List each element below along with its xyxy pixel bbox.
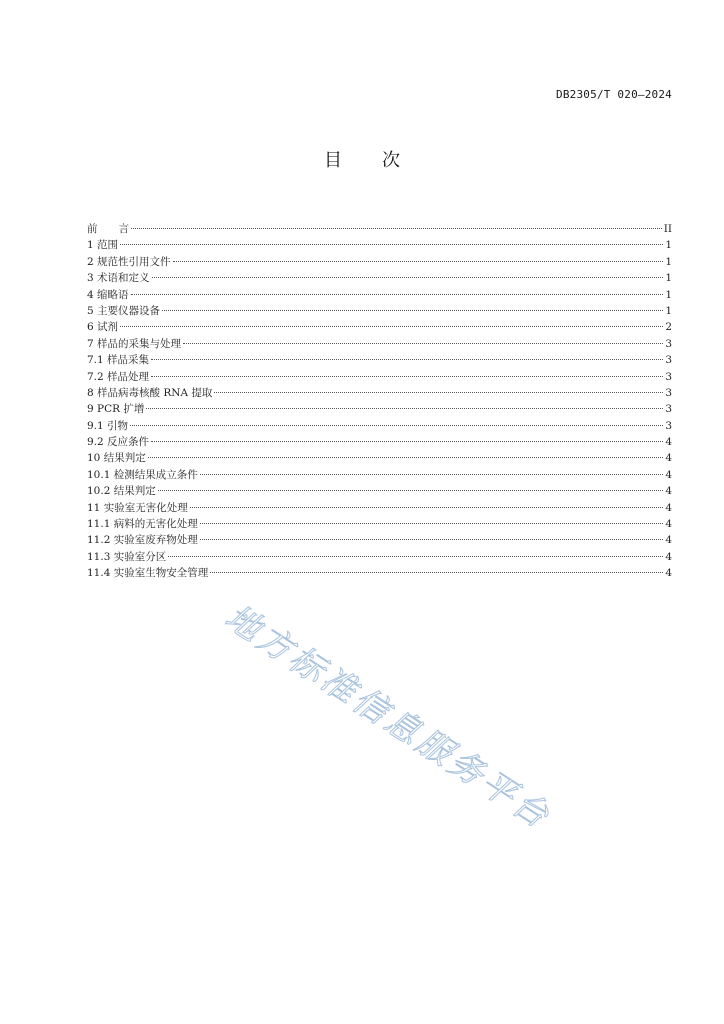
toc-entry-2[interactable] (87, 254, 672, 270)
toc-dot-leader (173, 260, 664, 262)
toc-dot-leader (146, 407, 663, 409)
toc-entry-label: 7.2 样品处理 (87, 370, 150, 383)
toc-entry-label: 4 缩略语 (87, 288, 129, 301)
toc-dot-leader (183, 342, 663, 344)
toc-entry-page: 4 (665, 501, 672, 514)
toc-dot-leader (168, 555, 663, 557)
toc-dot-leader (151, 440, 663, 442)
toc-dot-leader (151, 375, 663, 377)
toc-entry-11-4[interactable] (87, 565, 672, 581)
toc-entry-page: 3 (665, 419, 672, 432)
toc-dot-leader (131, 293, 664, 295)
toc-entry-label: 11 实验室无害化处理 (87, 501, 188, 514)
toc-entry-page: II (663, 223, 672, 235)
toc-entry-label: 7.1 样品采集 (87, 354, 150, 367)
toc-entry-label: 11.1 病料的无害化处理 (87, 518, 198, 531)
toc-dot-leader (158, 489, 664, 491)
toc-entry-page: 4 (665, 485, 672, 498)
toc-entry-page: 4 (665, 468, 672, 481)
page-title-char-2: 次 (382, 150, 400, 171)
toc-entry-8[interactable] (87, 385, 672, 401)
toc-entry-label: 9 PCR 扩增 (87, 403, 145, 416)
toc-entry-11[interactable] (87, 500, 672, 516)
toc-entry-7-1[interactable] (87, 352, 672, 368)
standard-number: DB2305/T 020—2024 (556, 88, 672, 101)
toc-dot-leader (152, 276, 664, 278)
toc-entry-label: 10 结果判定 (87, 452, 146, 465)
toc-entry-4[interactable] (87, 287, 672, 303)
toc-entry-preface[interactable] (87, 221, 672, 237)
toc-dot-leader (148, 456, 664, 458)
toc-dot-leader (162, 309, 663, 311)
toc-entry-page: 3 (665, 403, 672, 416)
page-title (0, 146, 724, 172)
toc-dot-leader (200, 473, 664, 475)
toc-entry-page: 3 (665, 354, 672, 367)
toc-entry-label: 3 术语和定义 (87, 272, 150, 285)
toc-entry-page: 1 (665, 288, 672, 301)
toc-entry-7-2[interactable] (87, 369, 672, 385)
toc-entry-page: 2 (665, 321, 672, 334)
toc-entry-page: 4 (665, 567, 672, 580)
watermark: 地方标准信息服务平台 (217, 597, 559, 838)
toc-dot-leader (214, 391, 663, 393)
toc-entry-page: 3 (665, 386, 672, 399)
toc-entry-10-1[interactable] (87, 467, 672, 483)
toc-entry-label: 1 范围 (87, 239, 119, 252)
toc-entry-label: 11.3 实验室分区 (87, 550, 167, 563)
toc-entry-page: 4 (665, 436, 672, 449)
toc-entry-page: 1 (665, 304, 672, 317)
toc-entry-3[interactable] (87, 270, 672, 286)
toc-dot-leader (151, 358, 663, 360)
toc-entry-label: 7 样品的采集与处理 (87, 337, 182, 350)
toc-dot-leader (200, 538, 664, 540)
toc-dot-leader (200, 522, 664, 524)
toc-entry-11-1[interactable] (87, 516, 672, 532)
toc-entry-page: 4 (665, 534, 672, 547)
toc-dot-leader (120, 243, 663, 245)
toc-entry-label: 11.4 实验室生物安全管理 (87, 567, 209, 580)
toc-dot-leader (190, 506, 664, 508)
toc-entry-page: 1 (665, 272, 672, 285)
toc-entry-page: 1 (665, 239, 672, 252)
toc-entry-11-3[interactable] (87, 549, 672, 565)
toc-entry-label: 5 主要仪器设备 (87, 304, 161, 317)
toc-entry-7[interactable] (87, 336, 672, 352)
toc-entry-page: 3 (665, 337, 672, 350)
toc-dot-leader (120, 325, 663, 327)
toc-entry-10[interactable] (87, 450, 672, 466)
toc-entry-page: 3 (665, 370, 672, 383)
toc-entry-page: 4 (665, 550, 672, 563)
toc-entry-5[interactable] (87, 303, 672, 319)
toc-entry-label: 8 样品病毒核酸 RNA 提取 (87, 386, 213, 399)
toc-entry-page: 4 (665, 452, 672, 465)
toc-dot-leader (210, 571, 663, 573)
toc-entry-label: 10.1 检测结果成立条件 (87, 468, 198, 481)
toc-entry-page: 4 (665, 518, 672, 531)
toc-dot-leader (130, 424, 663, 426)
toc-entry-11-2[interactable] (87, 532, 672, 548)
toc-entry-label: 6 试剂 (87, 321, 119, 334)
toc-entry-9-2[interactable] (87, 434, 672, 450)
toc-entry-label: 9.1 引物 (87, 419, 129, 432)
toc-entry-10-2[interactable] (87, 483, 672, 499)
toc-entry-label: 9.2 反应条件 (87, 436, 150, 449)
toc-entry-6[interactable] (87, 319, 672, 335)
toc-entry-9[interactable] (87, 401, 672, 417)
page-title-char-1: 目 (324, 150, 342, 171)
toc-entry-label: 10.2 结果判定 (87, 485, 156, 498)
table-of-contents (87, 221, 672, 582)
toc-entry-label: 前 言 (87, 223, 129, 235)
toc-dot-leader (131, 227, 662, 229)
toc-entry-page: 1 (665, 255, 672, 268)
toc-entry-label: 2 规范性引用文件 (87, 255, 171, 268)
toc-entry-9-1[interactable] (87, 418, 672, 434)
toc-entry-1[interactable] (87, 237, 672, 253)
toc-entry-label: 11.2 实验室废弃物处理 (87, 534, 198, 547)
